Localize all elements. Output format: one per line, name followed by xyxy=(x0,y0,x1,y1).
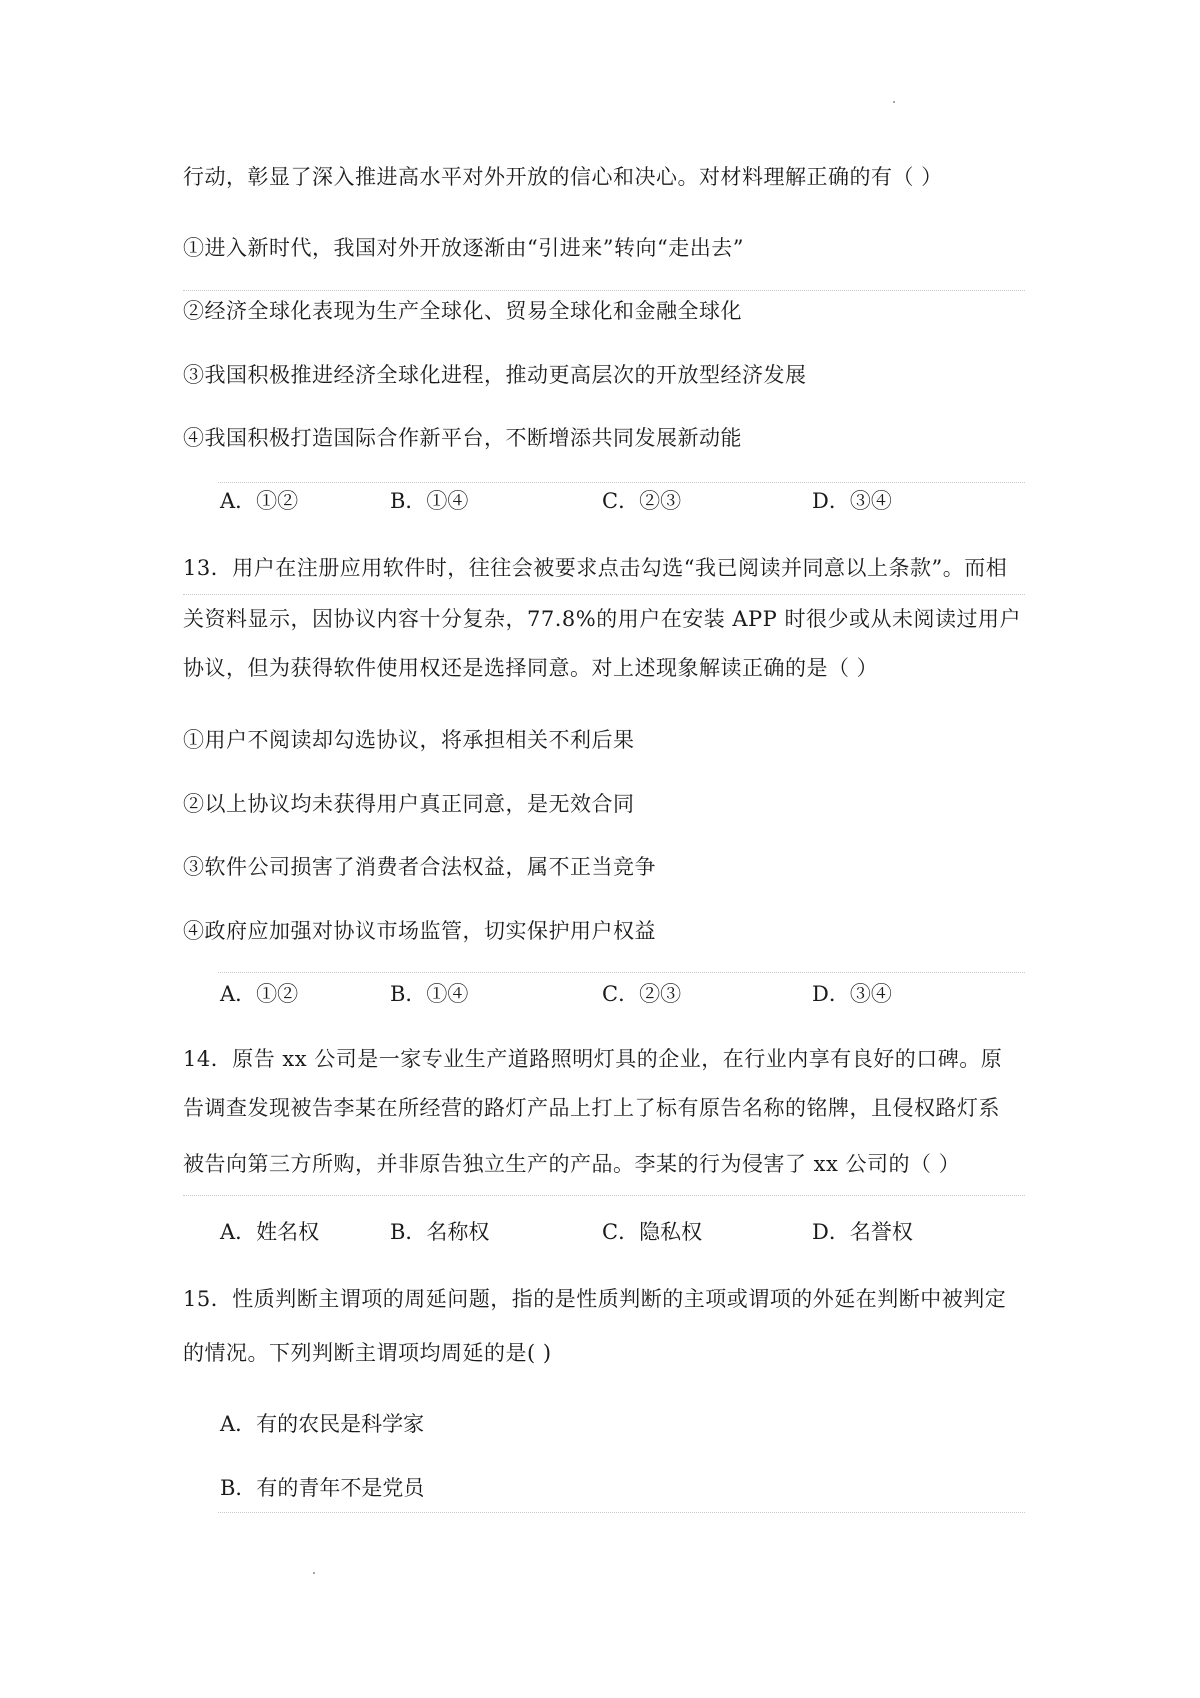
page-speck xyxy=(893,101,895,103)
dotted-divider xyxy=(218,1512,1025,1513)
q14-stem-line-3: 被告向第三方所购，并非原告独立生产的产品。李某的行为侵害了 xx 公司的（ ） xyxy=(183,1152,961,1176)
q12-option-d: D．③④ xyxy=(812,489,892,513)
dotted-divider xyxy=(183,1195,1025,1196)
q15-option-a: A．有的农民是科学家 xyxy=(220,1412,425,1436)
q12-option-c: C．②③ xyxy=(602,489,682,513)
q13-statement-1: ①用户不阅读却勾选协议，将承担相关不利后果 xyxy=(183,728,635,752)
q14-stem-line-2: 告调查发现被告李某在所经营的路灯产品上打上了标有原告名称的铭牌，且侵权路灯系 xyxy=(183,1096,1000,1120)
q12-statement-1: ①进入新时代，我国对外开放逐渐由“引进来”转向“走出去” xyxy=(183,236,744,260)
q14-option-a: A．姓名权 xyxy=(220,1220,320,1244)
q14-option-d: D．名誉权 xyxy=(812,1220,913,1244)
q13-option-a: A．①② xyxy=(220,982,299,1006)
q13-option-c: C．②③ xyxy=(602,982,682,1006)
q13-statement-4: ④政府应加强对协议市场监管，切实保护用户权益 xyxy=(183,919,656,943)
dotted-divider xyxy=(218,482,1025,483)
q14-option-c: C．隐私权 xyxy=(602,1220,703,1244)
q12-statement-2: ②经济全球化表现为生产全球化、贸易全球化和金融全球化 xyxy=(183,299,742,323)
q13-statement-2: ②以上协议均未获得用户真正同意，是无效合同 xyxy=(183,792,635,816)
q12-stem-line: 行动，彰显了深入推进高水平对外开放的信心和决心。对材料理解正确的有（ ） xyxy=(183,165,943,189)
q13-option-b: B．①④ xyxy=(390,982,469,1006)
q15-stem-line-2: 的情况。下列判断主谓项均周延的是( ) xyxy=(183,1341,552,1365)
q13-option-d: D．③④ xyxy=(812,982,892,1006)
q13-stem-line-2: 关资料显示，因协议内容十分复杂，77.8%的用户在安装 APP 时很少或从未阅读过用户 xyxy=(183,607,1021,631)
q12-option-a: A．①② xyxy=(220,489,299,513)
q13-stem-line-3: 协议，但为获得软件使用权还是选择同意。对上述现象解读正确的是（ ） xyxy=(183,656,879,680)
q13-statement-3: ③软件公司损害了消费者合法权益，属不正当竞争 xyxy=(183,855,656,879)
q12-option-b: B．①④ xyxy=(390,489,469,513)
q14-stem-line-1: 14．原告 xx 公司是一家专业生产道路照明灯具的企业，在行业内享有良好的口碑。原 xyxy=(183,1047,1003,1071)
q13-stem-line-1: 13．用户在注册应用软件时，往往会被要求点击勾选“我已阅读并同意以上条款”。而相 xyxy=(183,556,1008,580)
q12-statement-3: ③我国积极推进经济全球化进程，推动更高层次的开放型经济发展 xyxy=(183,363,807,387)
q15-option-b: B．有的青年不是党员 xyxy=(220,1476,425,1500)
dotted-divider xyxy=(183,594,1025,595)
page-speck xyxy=(313,1572,315,1574)
q15-stem-line-1: 15．性质判断主谓项的周延问题，指的是性质判断的主项或谓项的外延在判断中被判定 xyxy=(183,1287,1007,1311)
q14-option-b: B．名称权 xyxy=(390,1220,490,1244)
dotted-divider xyxy=(183,290,1025,291)
dotted-divider xyxy=(218,972,1025,973)
q12-statement-4: ④我国积极打造国际合作新平台，不断增添共同发展新动能 xyxy=(183,426,742,450)
